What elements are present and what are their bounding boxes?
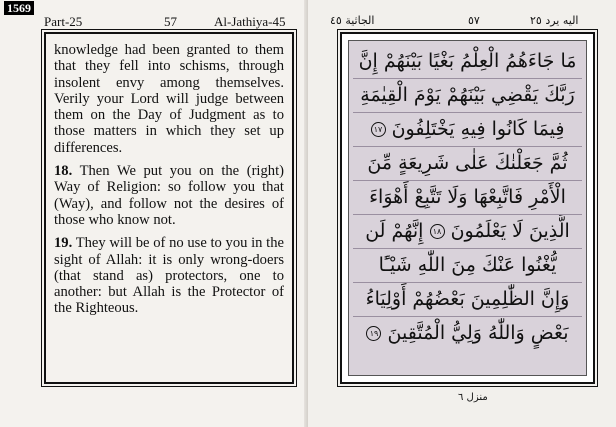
ayah-marker-17: ١٧ (371, 122, 386, 137)
arabic-text-panel (348, 40, 587, 376)
arabic-phrase: فِيمَا كَانُوا فِيهِ يَخْتَلِفُونَ (391, 118, 565, 140)
arabic-line: رَبَّكَ يَقْضِي بَيْنَهُمْ يَوْمَ الْقِيٰمَةِ (353, 79, 582, 113)
page-number: 1569 (4, 1, 34, 15)
arabic-phrase: الَّذِينَ لَا يَعْلَمُونَ (450, 220, 570, 242)
manzil-footer: منزل ٦ (458, 392, 488, 403)
arabic-phrase: بَعْضٍ وَاللّٰهُ وَلِيُّ الْمُتَّقِينَ (387, 322, 569, 344)
header-surah: Al-Jathiya-45 (214, 14, 286, 29)
arabic-line: ثُمَّ جَعَلْنٰكَ عَلٰى شَرِيعَةٍ مِّنَ (353, 147, 582, 181)
arabic-line: وَإِنَّ الظّٰلِمِينَ بَعْضُهُمْ أَوْلِيَاءُ (353, 283, 582, 317)
verse-text: They will be of no use to you in the sight of Allah: it is only wrong-doers (that stand as) protectors, one to another: but Allah is the Protector of the Righteous. (54, 235, 284, 317)
translation-paragraph: knowledge had been granted to them that they fell into schisms, through insolent envy among themselves. Verily your Lord will judge between them on the Day of Judgment as to those matters in which they set up differences. (54, 42, 284, 156)
arabic-line (353, 317, 582, 350)
verse-18 (54, 163, 284, 228)
translation-text (54, 42, 284, 324)
header-part: Part-25 (44, 14, 83, 29)
header-page-ar: ٥٧ (468, 14, 480, 27)
arabic-phrase: إِنَّهُمْ لَن (365, 220, 424, 242)
header-surah-ar: الجاثية ٤٥ (330, 14, 375, 27)
arabic-line: يُّغْنُوا عَنْكَ مِنَ اللّٰهِ شَيْـًٔا (353, 249, 582, 283)
verse-number: 19. (54, 235, 73, 252)
verse-text: Then We put you on the (right) Way of Religion: so follow you that (Way), and follow not the desires of those who know not. (54, 163, 284, 228)
verse-number: 18. (54, 163, 73, 180)
arabic-line (353, 113, 582, 147)
right-page (308, 0, 616, 427)
header-page: 57 (164, 14, 177, 29)
arabic-line: الْأَمْرِ فَاتَّبِعْهَا وَلَا تَتَّبِعْ أَهْوَاءَ (353, 181, 582, 215)
ayah-marker-18: ١٨ (430, 224, 445, 239)
arabic-frame (340, 32, 595, 384)
arabic-line: مَا جَاءَهُمُ الْعِلْمُ بَغْيًا بَيْنَهُمْ إِنَّ (353, 45, 582, 79)
arabic-line (353, 215, 582, 249)
header-part-ar: اليه يرد ٢٥ (530, 14, 579, 27)
ayah-marker-19: ١٩ (366, 326, 381, 341)
translation-frame (44, 32, 294, 384)
verse-19 (54, 235, 284, 316)
